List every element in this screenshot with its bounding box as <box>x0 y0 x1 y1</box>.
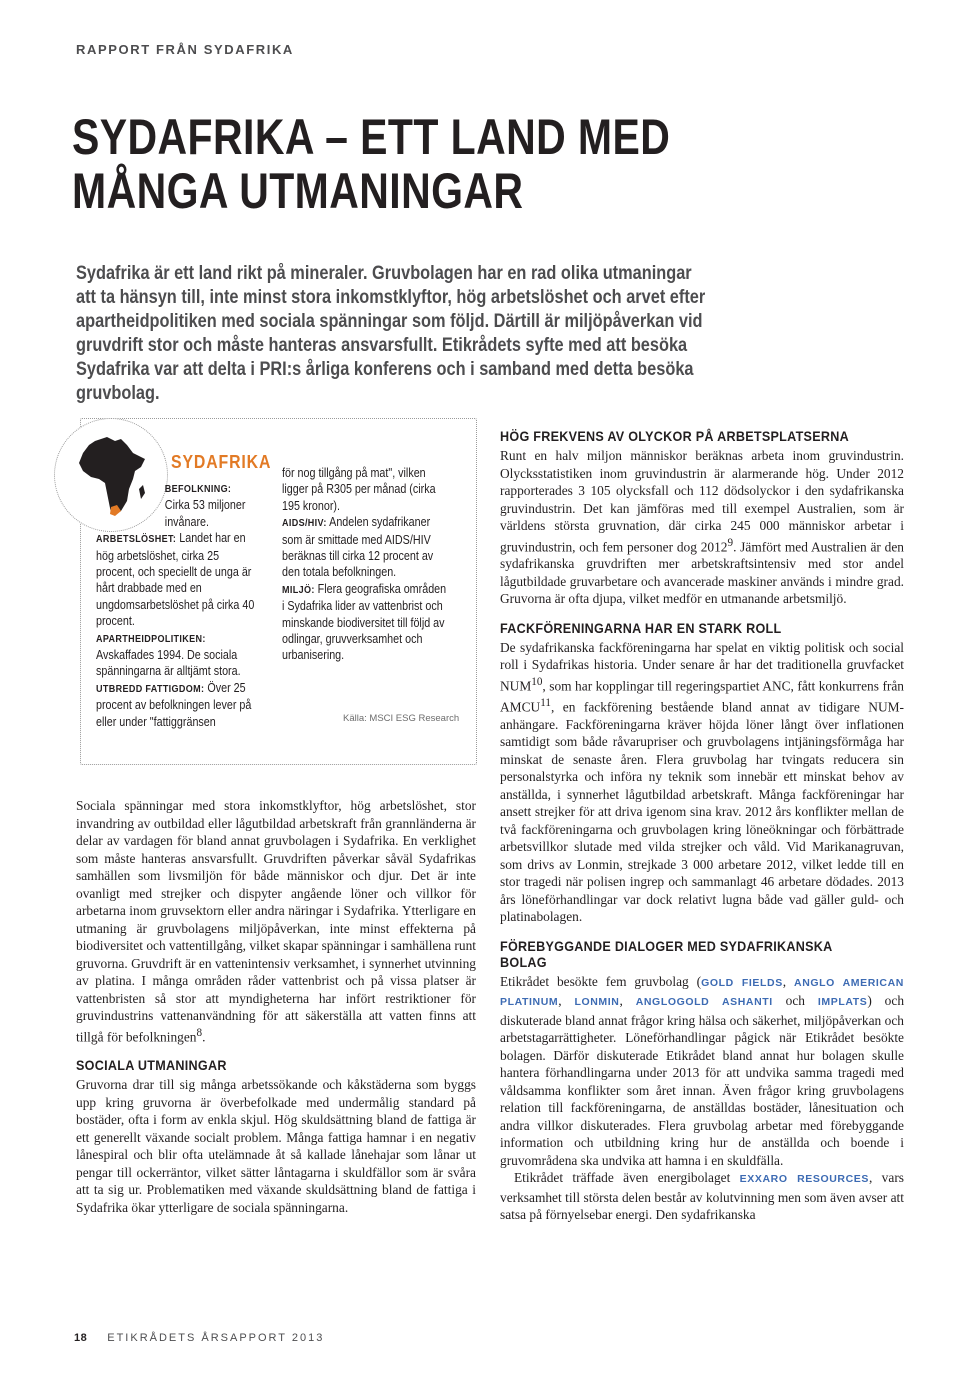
dialog-paragraph: Etikrådet besökte fem gruvbolag (GOLD FIELDS, ANGLO AMERICAN PLATINUM, LONMIN, ANGLOGOLD ASHANTI och IMPLATS) och diskuterade bland annat frågor kring hälsa och säkerhet, miljöpåverkan och arbetstagarrättigheter. Löneförhandlingar pågick när Etikrådet besökte bolagen. Därför diskuterade Etikrådet bland annat hur bolagen skulle hantera förhandlingarna under 2013 för att undvika samma tragedi med våldsamma konflikter som året innan. Även frågor kring gruvbolagens relation till fackföreningarna, de anställdas bostäder, lånesituation och andra villkor diskuterades. Flera gruvbolag arbetar med förebyggande information och utbildning kring hur de anställda och boende i gruvområdena ska undvika att hamna i en skuldfälla. <box>500 973 905 1168</box>
unions-paragraph: De sydafrikanska fackföreningarna har spelat en viktig politisk och social roll i Sydafrikas historia. Under senare år har det traditionella gruvfacket NUM$^{10}$, som har kopplingar till regeringspartiet ANC, fått konkurrens från AMCU$^{11}$, en fackförening bestående bland annat av tidigare NUM-anhängare. Fackföreningarna kräver höjda löner långt över inflationen samtidigt som både råvarupriser och gruvbolagens intjäningsförmåga har minskat de senaste åren. Flera gruvbolag har tvingats reducera sin personalstyrka och införa ny teknik som innebär ett minskat behov av anställda, i synnerhet lågutbildad arbetskraft. Många fackföreningar har ansett strejker för att driva igenom sina krav. 2012 års konflikter mellan de två fackföreningarna och gruvbolagen kring löneökningar och förbättrade arbetsvillkor slutade med vilda strejker och våld. Vid Marikanagruvan, som drivs av Lonmin, strejkade 3 000 arbetare 2012, vilket ledde till en stor tragedi när polisen ingrep och sammanlagt 46 arbetare dödades. 2013 års löneförhandlingar var dock relativt lugna både vad gäller guld- och platinabolagen. <box>500 639 904 925</box>
fact-item-poverty: UTBREDD FATTIGDOM: Över 25 procent av befolkningen lever på eller under "fattiggränsen <box>96 680 252 729</box>
intro-paragraph: Sociala spänningar med stora inkomstklyftor, hög arbetslöshet, stor invandring av outbildad eller lågutbildad arbetskraft från grannländerna är delar av vardagen för bland annat gruvbolagen i Sydafrika. En verklighet som måste hanteras ansvarsfullt. Gruvdriften påverkar såväl Sydafrikas samhällen som livsmiljön för både människor och djur. Det är inte ovanligt med strejker och dispyter angående löner och villkor för arbetarna inom gruvsektorn eller andra näringar i Sydafrika. Ytterligare en utmaning är gruvbolagens miljöpåverkan, inte minst effekterna på biodiversitet och vattentillgång, vilket skapar spänningar i samhällena runt gruvorna. Gruvdrift är en vattenintensiv verksamhet, i synnerhet utvinning av platina. I många områden råder vattenbrist och på vissa platser är vattenbristen så stor att myndigheterna har infört restriktioner för gruvindustrins vattenanvändning för att säkerställa att vatten finns att tillgå för befolkningen$^8$. <box>76 798 476 1044</box>
fact-box-column-right <box>282 465 447 664</box>
accidents-heading: HÖG FREKVENS AV OLYCKOR PÅ ARBETSPLATSERNA <box>500 428 850 444</box>
publication-name: ETIKRÅDETS ÅRSAPPORT 2013 <box>107 1332 325 1344</box>
lede-paragraph: Sydafrika är ett land rikt på mineraler. Gruvbolagen har en rad olika utmaningar att ta hänsyn till, inte minst stora inkomstklyftor, hög arbetslöshet och arvet efter apartheidpolitiken med sociala spänningar som följd. Därtill är miljöpåverkan vid gruvdrift stor och måste hanteras ansvarsfullt. Etikrådets syfte med att besöka Sydafrika var att delta i PRI:s årliga konferens och i samband med detta besöka gruvbolag. <box>76 263 706 404</box>
fact-box-heading: SYDAFRIKA <box>171 452 272 472</box>
right-column <box>500 428 904 1224</box>
fact-item-environment: MILJÖ: Flera geografiska områden i Sydafrika lider av vattenbrist och minskande biodiversitet till följd av odlingar, gruvverksamhet och urbanisering. <box>282 581 447 663</box>
page-number: 18 <box>74 1332 88 1344</box>
left-column <box>76 797 476 1216</box>
title-line-2: MÅNGA UTMANINGAR <box>72 163 524 219</box>
company-name: ANGLO AMERICAN PLATINUM <box>500 976 904 1009</box>
unions-heading: FACKFÖRENINGARNA HAR EN STARK ROLL <box>500 619 782 636</box>
title-line-1: SYDAFRIKA – ETT LAND MED <box>72 109 671 165</box>
energy-paragraph: Etikrådet träffade även energibolaget EXXARO RESOURCES, vars verksamhet till största delen består av kolutvinning men som även avser att satsa på förnyelsebar energi. Den sydafrikanska <box>500 1170 904 1223</box>
fact-item-population: BEFOLKNING: Cirka 53 miljoner invånare. <box>164 483 246 529</box>
footnote-ref: 8 <box>196 1026 203 1039</box>
company-name: IMPLATS <box>817 996 868 1009</box>
footnote-ref: 11 <box>540 696 551 709</box>
fact-item-unemployment: ARBETSLÖSHET: Landet har en hög arbetslöshet, cirka 25 procent, och speciellt de unga är hårt drabbade med en ungdomsarbetslöshet på cirka 40 procent. <box>96 531 255 629</box>
company-name: EXXARO RESOURCES <box>739 1173 870 1186</box>
page-footer <box>74 1332 324 1344</box>
accidents-paragraph: Runt en halv miljon människor beräknas arbeta inom gruvindustrin. Olycksstatistiken inom gruvindustrin är alarmerande hög. Under 2012 rapporterades 3 105 olycksfall och 112 dödsolyckor i den sydafrikanska gruvindustrin. Det kan jämföras med till exempel Australien, som är världens största gruvnation, där cirka 245 000 människor arbetar i gruvindustrin, och fem personer dog 2012$^9$. Jämfört med Australien är den sydafrikanska gruvdriften mer arbetskraftsintensiv med stor andel lågutbildade gruvarbetare och avancerade maskiner används i mindre grad. Gruvorna är ofta djupa, vilket medför en utmanande arbetsmiljö. <box>500 448 904 607</box>
social-heading: SOCIALA UTMANINGAR <box>76 1057 227 1074</box>
fact-item-apartheid: APARTHEIDPOLITIKEN: Avskaffades 1994. De sociala spänningarna är alltjämt stora. <box>96 632 241 679</box>
company-name: GOLD FIELDS <box>701 976 783 989</box>
company-name: LONMIN <box>574 996 620 1009</box>
footnote-ref: 10 <box>531 675 543 688</box>
fact-item-aids: AIDS/HIV: Andelen sydafrikaner som är smittade med AIDS/HIV beräknas till cirka 12 procent av den totala befolkningen. <box>282 515 434 580</box>
fact-box-source: Källa: MSCI ESG Research <box>343 713 460 724</box>
fact-box-column-left <box>96 480 258 730</box>
social-paragraph: Gruvorna drar till sig många arbetssökande och kåkstäderna som byggs upp kring gruvorna är överbefolkade med undermålig standard på bostäder, ofta i form av enkla skjul. Hög skuldsättning bland de fattiga är ett generellt växande socialt problem. Många fattiga hamnar i en negativ lånespiral och blir ofta utelämnade åt så kallade lånehajar som lånar ut pengar till ockerräntor, vilket sätter låntagarna i skuldfällor som är svåra att ta sig ur. Problematiken med växande skuldsättning bland de fattiga i Sydafrika ökar ytterligare de sociala spänningarna. <box>76 1077 476 1215</box>
fact-item-poverty-cont: för nog tillgång på mat", vilken ligger på R305 per månad (cirka 195 kronor). <box>282 466 436 513</box>
footnote-ref: 9 <box>727 536 734 549</box>
section-kicker: RAPPORT FRÅN SYDAFRIKA <box>76 42 294 57</box>
dialog-heading: FÖREBYGGANDE DIALOGER MED SYDAFRIKANSKA BOLAG <box>500 937 833 970</box>
company-name: ANGLOGOLD ASHANTI <box>635 996 773 1009</box>
page-title <box>72 110 744 218</box>
